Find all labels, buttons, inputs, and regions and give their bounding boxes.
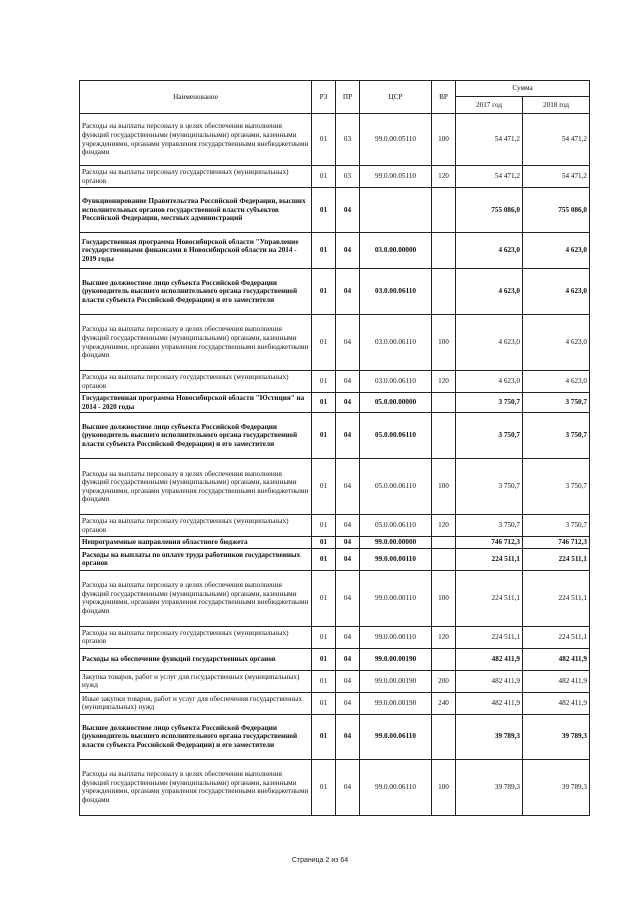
cell-name: Высшее должностное лицо субъекта Российской Федерации (руководитель высшего исполнительного органа государственной власти субъекта Российской Федерации) и его заместители: [80, 714, 312, 759]
cell-sum-2017: 3 750,7: [456, 393, 523, 413]
cell-csr: 05.0.00.06110: [360, 459, 432, 515]
cell-sum-2017: 746 712,3: [456, 537, 523, 549]
cell-rz: 01: [312, 393, 336, 413]
cell-rz: 01: [312, 166, 336, 188]
cell-vr: 240: [432, 692, 456, 714]
cell-pr: 04: [336, 233, 360, 269]
cell-name: Расходы на выплаты персоналу государственных (муниципальных) органов: [80, 166, 312, 188]
table-row: [80, 393, 590, 413]
cell-vr: 120: [432, 626, 456, 648]
cell-sum-2017: 54 471,2: [456, 166, 523, 188]
table-row: [80, 548, 590, 570]
cell-rz: 01: [312, 188, 336, 233]
cell-pr: 04: [336, 548, 360, 570]
cell-vr: 100: [432, 759, 456, 815]
cell-pr: 04: [336, 459, 360, 515]
cell-name: Расходы на выплаты персоналу в целях обеспечения выполнения функций государственными (муниципальными) органами, казенными учреждениями, органами управления государственными внебюджетными фондами: [80, 315, 312, 371]
table-row: [80, 515, 590, 537]
cell-name: Расходы на выплаты персоналу государственных (муниципальных) органов: [80, 515, 312, 537]
table-row: [80, 670, 590, 692]
cell-vr: [432, 269, 456, 315]
cell-pr: 04: [336, 393, 360, 413]
cell-pr: 04: [336, 515, 360, 537]
cell-sum-2017: 755 086,0: [456, 188, 523, 233]
cell-sum-2017: 4 623,0: [456, 371, 523, 393]
cell-csr: 99.0.00.00110: [360, 570, 432, 626]
cell-sum-2017: 482 411,9: [456, 692, 523, 714]
cell-name: Высшее должностное лицо субъекта Российской Федерации (руководитель высшего исполнительного органа государственной власти субъекта Российской Федерации) и его заместители: [80, 413, 312, 459]
cell-sum-2018: 3 750,7: [523, 393, 590, 413]
col-header-2017: 2017 год: [456, 97, 523, 114]
cell-csr: 03.0.00.06110: [360, 315, 432, 371]
cell-sum-2018: 3 750,7: [523, 413, 590, 459]
col-header-sum: Сумма: [456, 81, 590, 97]
cell-csr: 05.0.00.06110: [360, 515, 432, 537]
cell-name: Государственная программа Новосибирской области "Юстиция" на 2014 - 2020 годы: [80, 393, 312, 413]
cell-sum-2018: 4 623,0: [523, 269, 590, 315]
cell-sum-2018: 39 789,3: [523, 759, 590, 815]
table-row: [80, 188, 590, 233]
cell-pr: 04: [336, 371, 360, 393]
cell-pr: 03: [336, 114, 360, 166]
cell-csr: 03.0.00.00000: [360, 233, 432, 269]
cell-sum-2018: 224 511,1: [523, 626, 590, 648]
cell-sum-2018: 224 511,1: [523, 548, 590, 570]
cell-sum-2018: 39 789,3: [523, 714, 590, 759]
cell-rz: 01: [312, 759, 336, 815]
cell-name: Расходы на выплаты персоналу в целях обеспечения выполнения функций государственными (муниципальными) органами, казенными учреждениями, органами управления государственными внебюджетными фондами: [80, 759, 312, 815]
cell-sum-2017: 3 750,7: [456, 515, 523, 537]
cell-rz: 01: [312, 692, 336, 714]
cell-csr: 99.0.00.05110: [360, 166, 432, 188]
cell-name: Непрограммные направления областного бюджета: [80, 537, 312, 549]
cell-csr: [360, 188, 432, 233]
table-row: [80, 759, 590, 815]
table-row: [80, 692, 590, 714]
table-row: [80, 166, 590, 188]
cell-vr: [432, 413, 456, 459]
cell-vr: 120: [432, 371, 456, 393]
cell-csr: 03.0.00.06110: [360, 269, 432, 315]
table-row: [80, 114, 590, 166]
cell-vr: [432, 393, 456, 413]
cell-sum-2018: 4 623,0: [523, 233, 590, 269]
cell-sum-2018: 755 086,0: [523, 188, 590, 233]
cell-sum-2017: 4 623,0: [456, 315, 523, 371]
cell-csr: 99.0.00.00000: [360, 537, 432, 549]
cell-name: Расходы на выплаты персоналу государственных (муниципальных) органов: [80, 371, 312, 393]
table-row: [80, 233, 590, 269]
cell-rz: 01: [312, 114, 336, 166]
cell-name: Расходы на выплаты персоналу государственных (муниципальных) органов: [80, 626, 312, 648]
table-header: [80, 81, 590, 114]
cell-vr: 120: [432, 515, 456, 537]
cell-sum-2017: 482 411,9: [456, 670, 523, 692]
cell-pr: 04: [336, 570, 360, 626]
table-row: [80, 371, 590, 393]
cell-rz: 01: [312, 371, 336, 393]
cell-pr: 04: [336, 269, 360, 315]
cell-name: Функционирование Правительства Российской Федерации, высших исполнительных органов государственной власти субъектов Российской Федерации, местных администраций: [80, 188, 312, 233]
cell-pr: 04: [336, 648, 360, 670]
cell-rz: 01: [312, 315, 336, 371]
cell-pr: 04: [336, 537, 360, 549]
cell-pr: 04: [336, 759, 360, 815]
cell-vr: [432, 548, 456, 570]
cell-sum-2018: 482 411,9: [523, 692, 590, 714]
cell-rz: 01: [312, 515, 336, 537]
cell-csr: 99.0.00.00190: [360, 648, 432, 670]
page-number: Страница 2 из 64: [291, 857, 349, 864]
cell-vr: [432, 233, 456, 269]
cell-rz: 01: [312, 537, 336, 549]
cell-rz: 01: [312, 459, 336, 515]
cell-sum-2017: 224 511,1: [456, 626, 523, 648]
col-header-vr: ВР: [432, 81, 456, 114]
col-header-rz: РЗ: [312, 81, 336, 114]
table-row: [80, 413, 590, 459]
table-row: [80, 269, 590, 315]
cell-name: Закупка товаров, работ и услуг для государственных (муниципальных) нужд: [80, 670, 312, 692]
cell-csr: 99.0.00.00190: [360, 670, 432, 692]
cell-rz: 01: [312, 269, 336, 315]
cell-vr: [432, 537, 456, 549]
cell-rz: 01: [312, 714, 336, 759]
col-header-2018: 2018 год: [523, 97, 590, 114]
cell-name: Расходы на обеспечение функций государственных органов: [80, 648, 312, 670]
col-header-pr: ПР: [336, 81, 360, 114]
table-body: [80, 114, 590, 816]
cell-sum-2017: 224 511,1: [456, 548, 523, 570]
table-row: [80, 459, 590, 515]
cell-csr: 99.0.00.05110: [360, 114, 432, 166]
cell-sum-2018: 54 471,2: [523, 114, 590, 166]
table-row: [80, 537, 590, 549]
cell-sum-2017: 482 411,9: [456, 648, 523, 670]
table-row: [80, 315, 590, 371]
cell-rz: 01: [312, 233, 336, 269]
cell-name: Расходы на выплаты персоналу в целях обеспечения выполнения функций государственными (муниципальными) органами, казенными учреждениями, органами управления государственными внебюджетными фондами: [80, 459, 312, 515]
cell-sum-2017: 3 750,7: [456, 459, 523, 515]
col-header-name: Наименование: [80, 81, 312, 114]
cell-pr: 04: [336, 714, 360, 759]
cell-name: Иные закупки товаров, работ и услуг для обеспечения государственных (муниципальных) нужд: [80, 692, 312, 714]
cell-vr: [432, 714, 456, 759]
cell-csr: 99.0.00.06110: [360, 759, 432, 815]
cell-pr: 04: [336, 188, 360, 233]
budget-table: [79, 80, 590, 816]
cell-pr: 03: [336, 166, 360, 188]
cell-sum-2018: 4 623,0: [523, 371, 590, 393]
table-row: [80, 626, 590, 648]
cell-sum-2017: 224 511,1: [456, 570, 523, 626]
cell-name: Государственная программа Новосибирской области "Управление государственными финансами в Новосибирской области на 2014 - 2019 годы: [80, 233, 312, 269]
cell-rz: 01: [312, 670, 336, 692]
cell-vr: 100: [432, 114, 456, 166]
cell-rz: 01: [312, 648, 336, 670]
cell-vr: [432, 648, 456, 670]
cell-vr: 100: [432, 459, 456, 515]
cell-sum-2017: 4 623,0: [456, 269, 523, 315]
cell-name: Расходы на выплаты персоналу в целях обеспечения выполнения функций государственными (муниципальными) органами, казенными учреждениями, органами управления государственными внебюджетными фондами: [80, 114, 312, 166]
cell-sum-2018: 746 712,3: [523, 537, 590, 549]
cell-csr: 99.0.00.00110: [360, 548, 432, 570]
cell-vr: 200: [432, 670, 456, 692]
cell-name: Расходы на выплаты по оплате труда работников государственных органов: [80, 548, 312, 570]
cell-csr: 99.0.00.00110: [360, 626, 432, 648]
cell-sum-2018: 3 750,7: [523, 515, 590, 537]
cell-pr: 04: [336, 315, 360, 371]
cell-sum-2017: 39 789,3: [456, 714, 523, 759]
cell-sum-2018: 482 411,9: [523, 648, 590, 670]
cell-csr: 03.0.00.06110: [360, 371, 432, 393]
cell-sum-2018: 4 623,0: [523, 315, 590, 371]
cell-pr: 04: [336, 413, 360, 459]
cell-csr: 05.0.00.06110: [360, 413, 432, 459]
cell-sum-2018: 224 511,1: [523, 570, 590, 626]
cell-name: Расходы на выплаты персоналу в целях обеспечения выполнения функций государственными (муниципальными) органами, казенными учреждениями, органами управления государственными внебюджетными фондами: [80, 570, 312, 626]
cell-vr: 100: [432, 315, 456, 371]
cell-sum-2018: 3 750,7: [523, 459, 590, 515]
table-row: [80, 714, 590, 759]
cell-csr: 99.0.00.00190: [360, 692, 432, 714]
cell-pr: 04: [336, 692, 360, 714]
cell-rz: 01: [312, 548, 336, 570]
cell-sum-2018: 482 411,9: [523, 670, 590, 692]
cell-csr: 05.0.00.00000: [360, 393, 432, 413]
cell-pr: 04: [336, 670, 360, 692]
cell-rz: 01: [312, 570, 336, 626]
cell-rz: 01: [312, 413, 336, 459]
cell-vr: [432, 188, 456, 233]
cell-pr: 04: [336, 626, 360, 648]
cell-vr: 100: [432, 570, 456, 626]
cell-sum-2017: 3 750,7: [456, 413, 523, 459]
table-row: [80, 648, 590, 670]
cell-sum-2017: 4 623,0: [456, 233, 523, 269]
table-row: [80, 570, 590, 626]
cell-sum-2017: 54 471,2: [456, 114, 523, 166]
cell-csr: 99.0.00.06110: [360, 714, 432, 759]
cell-sum-2017: 39 789,3: [456, 759, 523, 815]
cell-vr: 120: [432, 166, 456, 188]
col-header-csr: ЦСР: [360, 81, 432, 114]
cell-name: Высшее должностное лицо субъекта Российской Федерации (руководитель высшего исполнительного органа государственной власти субъекта Российской Федерации) и его заместители: [80, 269, 312, 315]
cell-sum-2018: 54 471,2: [523, 166, 590, 188]
cell-rz: 01: [312, 626, 336, 648]
